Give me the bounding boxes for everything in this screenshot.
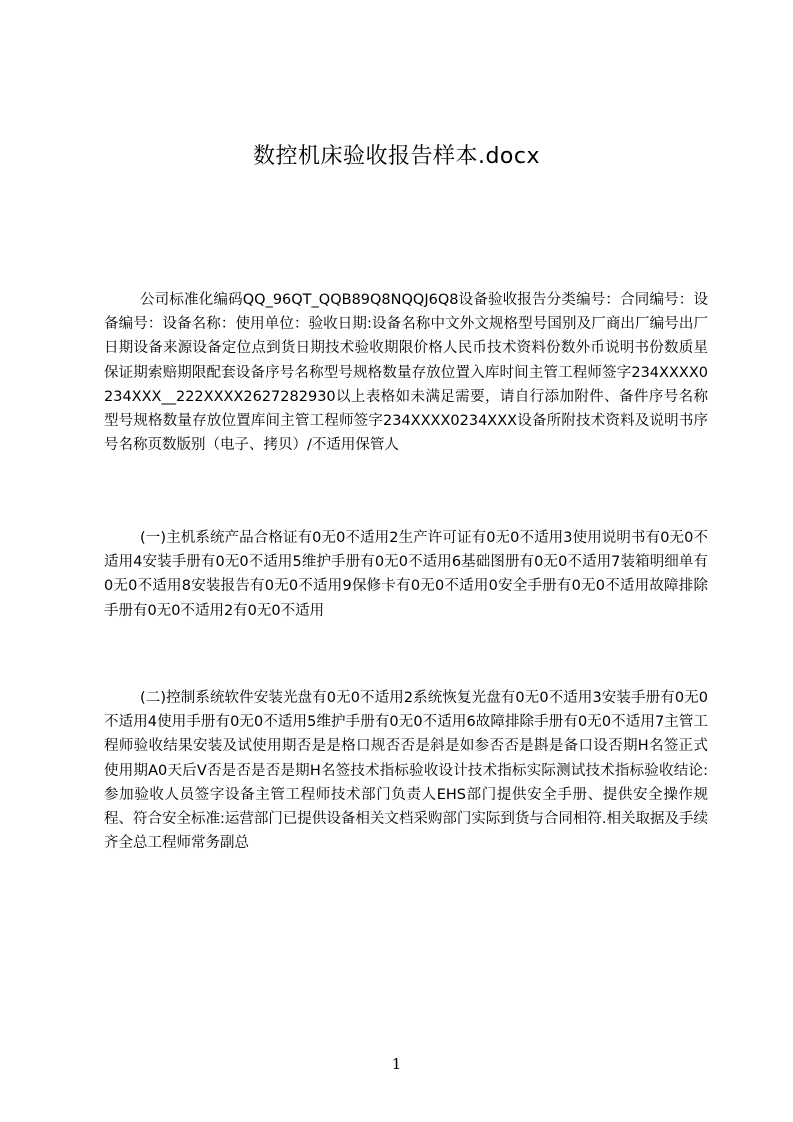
document-title: 数控机床验收报告样本.docx [252,144,541,169]
paragraph-header-info: 公司标准化编码QQ_96QT_QQB89Q8NQQJ6Q8设备验收报告分类编号：合同编号：设备编号：设备名称：使用单位：验收日期:设备名称中文外文规格型号国别及厂商出厂编号出厂日期设备来源设备定位点到货日期技术验收期限价格人民币技术资料份数外币说明书份数质星保证期索赔期限配套设备序号名称型号规格数量存放位置入库时间主管工程师签字234XXXX0234XXX__222XXXX2627282930以上表格如未满足需要，请自行添加附件、备件序号名称型号规格数量存放位置库间主管工程师签字234XXXX0234XXX设备所附技术资料及说明书序号名称页数版别（电子、拷贝）/不适用保管人 [104,292,708,454]
paragraph-control-system: (二)控制系统软件安装光盘有0无0不适用2系统恢复光盘有0无0不适用3安装手册有0无0不适用4使用手册有0无0不适用5维护手册有0无0不适用6故障排除手册有0无0不适用7主管工程师验收结果安装及试使用期否是是格口规否否是斜是如参否否是斟是备口设否期H名签正式使用期A0天后V否是否是否是期H名签技术指标验收设计技术指标实际测试技术指标验收结论:参加验收人员签字设备主管工程师技术部门负责人EHS部门提供安全手册、提供安全操作规程、符合安全标准:运营部门已提供设备相关文档采购部门实际到货与合同相符.相关取据及手续齐全总工程师常务副总 [104,690,708,852]
page-number: 1 [391,1055,402,1073]
paragraph-main-system: (一)主机系统产品合格证有0无0不适用2生产许可证有0无0不适用3使用说明书有0无0不适用4安装手册有0无0不适用5维护手册有0无0不适用6基础图册有0无0不适用7装箱明细单有0无0不适用8安装报告有0无0不适用9保修卡有0无0不适用0安全手册有0无0不适用故障排除手册有0无0不适用2有0无0不适用 [104,530,708,619]
